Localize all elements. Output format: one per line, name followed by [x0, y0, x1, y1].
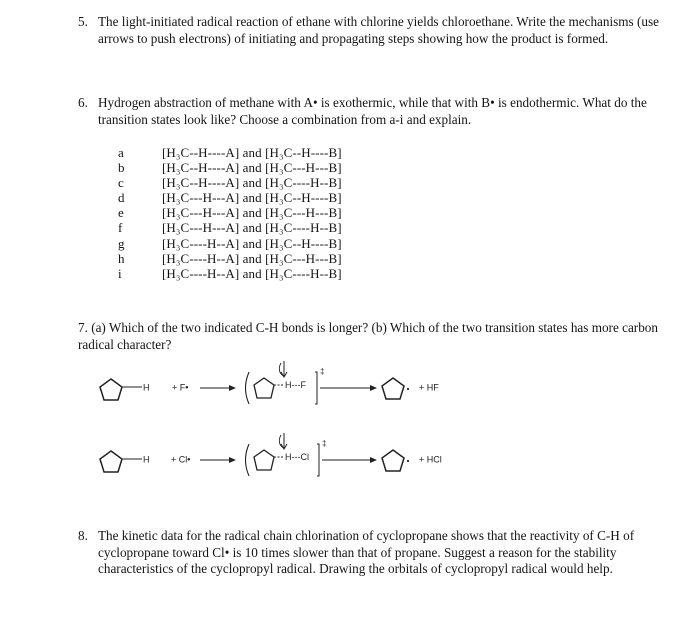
choice-letter: i	[118, 265, 122, 281]
ts-label: H---Cl	[285, 452, 309, 462]
question-text	[78, 320, 678, 353]
answer-choices	[112, 145, 342, 281]
choice-text: [H₃C----H--A] and [H₃C---H---B]	[162, 250, 342, 266]
choice-text: [H₃C----H--A] and [H₃C--H----B]	[162, 235, 342, 251]
cyclopentane-icon	[254, 378, 274, 398]
choice-item	[112, 266, 342, 281]
reagent-label: + Cl•	[171, 454, 191, 465]
question-text: Hydrogen abstraction of methane with A• is exothermic, while that with B• is endothermic. What do the transition states look like? Choose a combination from a-i and explain.	[98, 95, 647, 127]
question-body: (a) Which of the two indicated C-H bonds is longer? (b) Which of the two transition states has more carbon radical character?	[78, 320, 658, 352]
question-6	[78, 95, 678, 128]
left-bracket	[246, 372, 250, 404]
choice-item	[112, 220, 342, 235]
choice-letter: d	[118, 190, 125, 206]
choice-letter: f	[118, 220, 123, 236]
hand-drawn-stroke	[279, 435, 284, 448]
choice-item	[112, 145, 342, 160]
question-8	[78, 528, 658, 578]
choice-item	[112, 236, 342, 251]
choice-text: [H₃C---H---A] and [H₃C----H--B]	[162, 220, 342, 236]
transition-state-dagger: ‡	[320, 367, 325, 376]
question-7	[78, 320, 678, 353]
choice-letter: e	[118, 205, 124, 221]
ts-label: H---F	[285, 380, 306, 390]
radical-dot	[407, 388, 409, 390]
right-bracket	[315, 372, 317, 404]
question-number: 7.	[78, 320, 88, 335]
hand-drawn-stroke	[279, 363, 284, 376]
reaction-row-hf	[100, 361, 439, 404]
choice-text: [H₃C----H--A] and [H₃C----H--B]	[162, 265, 342, 281]
question-5	[78, 14, 663, 47]
h-label: H	[143, 382, 150, 393]
cyclopentane-icon	[100, 379, 122, 400]
question-number: 6.	[78, 95, 88, 110]
choice-text: [H₃C--H----A] and [H₃C--H----B]	[162, 145, 342, 160]
choice-letter: a	[118, 145, 124, 160]
choice-item	[112, 251, 342, 266]
transition-state-dagger: ‡	[322, 439, 327, 448]
choice-item	[112, 205, 342, 220]
question-number: 8.	[78, 528, 88, 543]
radical-dot	[407, 460, 409, 462]
right-bracket	[317, 444, 319, 476]
choice-item	[112, 190, 342, 205]
choice-text: [H₃C--H----A] and [H₃C---H---B]	[162, 160, 342, 176]
h-label: H	[143, 454, 150, 465]
choice-text: [H₃C---H---A] and [H₃C--H----B]	[162, 190, 342, 206]
question-text: The light-initiated radical reaction of ethane with chlorine yields chloroethane. Write the mechanisms (use arrows to push electrons) of initiating and propagating steps showing how the product is formed.	[98, 14, 659, 46]
product-label: + HCl	[419, 454, 442, 465]
choice-text: [H₃C--H----A] and [H₃C----H--B]	[162, 175, 342, 191]
choice-item	[112, 175, 342, 190]
reagent-label: + F•	[172, 382, 189, 393]
left-bracket	[246, 444, 250, 476]
reaction-scheme	[92, 358, 492, 488]
cyclopentane-icon	[382, 450, 404, 471]
choice-letter: g	[118, 235, 125, 251]
choice-letter: b	[118, 160, 125, 176]
choice-item	[112, 160, 342, 175]
reaction-row-hcl	[100, 433, 442, 476]
cyclopentane-icon	[100, 451, 122, 472]
question-text: The kinetic data for the radical chain chlorination of cyclopropane shows that the reactivity of C-H of cyclopropane toward Cl• is 10 times slower than that of propane. Suggest a reason for the stability characteristics of the cyclopropyl radical. Drawing the orbitals of cyclopropyl radical would help.	[98, 528, 635, 576]
choice-letter: c	[118, 175, 124, 191]
question-number: 5.	[78, 14, 88, 29]
choice-text: [H₃C---H---A] and [H₃C---H---B]	[162, 205, 342, 221]
cyclopentane-icon	[254, 450, 274, 470]
product-label: + HF	[419, 382, 439, 393]
cyclopentane-icon	[382, 378, 404, 399]
choice-letter: h	[118, 250, 125, 266]
